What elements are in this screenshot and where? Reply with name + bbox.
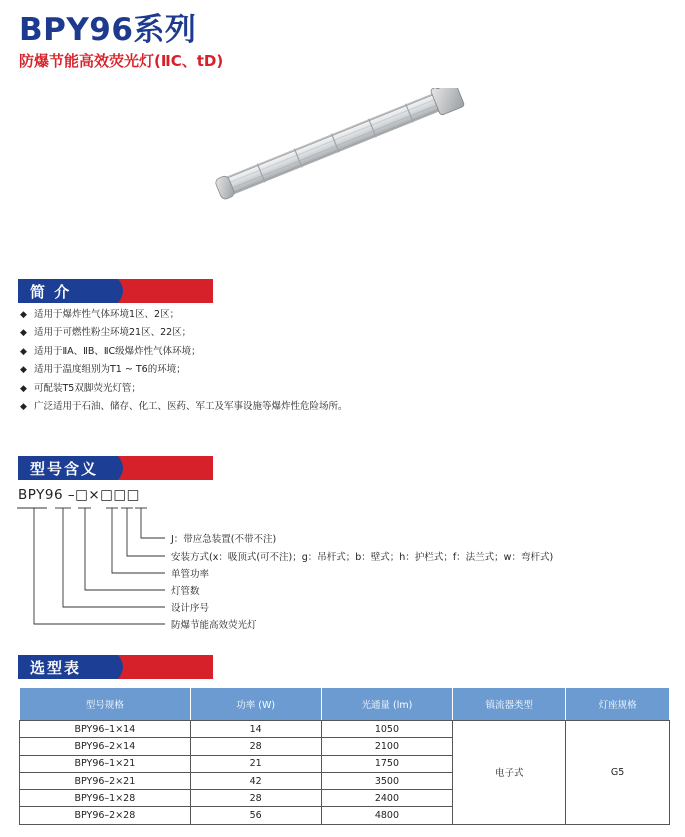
column-header: 功率 (W) [190, 688, 321, 721]
section-header-selection [18, 655, 213, 679]
legend-item-tube-count: 灯管数 [171, 586, 200, 597]
column-header: 镇流器类型 [453, 688, 566, 721]
table-cell: 4800 [321, 807, 453, 824]
diamond-bullet-icon: ◆ [20, 310, 27, 320]
diamond-bullet-icon: ◆ [20, 401, 27, 412]
list-item: ◆ 可配装T5双脚荧光灯管； [20, 380, 348, 398]
legend-item-mounting: 安装方式(x：吸顶式(可不注)；g：吊杆式；b：壁式；h：护栏式；f：法兰式；w：弯杆式) [171, 552, 554, 563]
table-cell: 28 [190, 738, 321, 755]
selection-table [19, 687, 670, 825]
table-cell: 1050 [321, 721, 453, 738]
table-cell: 56 [190, 807, 321, 824]
table-cell: BPY96–2×14 [20, 738, 191, 755]
list-item: ◆ 适用于ⅡA、ⅡB、ⅡC级爆炸性气体环境； [20, 343, 348, 361]
legend-item-product: 防爆节能高效荧光灯 [171, 620, 257, 631]
socket-cell: G5 [566, 721, 670, 825]
table-cell: 2100 [321, 738, 453, 755]
column-header: 型号规格 [20, 688, 191, 721]
model-code: BPY96 –□×□□□ [18, 487, 140, 503]
list-item: ◆ 适用于可燃性粉尘环境21区、22区； [20, 324, 348, 342]
table-cell: BPY96–1×28 [20, 790, 191, 807]
table-cell: BPY96–1×14 [20, 721, 191, 738]
page-subtitle: 防爆节能高效荧光灯(ⅡC、tD) [19, 52, 224, 70]
table-header-row [20, 688, 670, 721]
table-cell: 1750 [321, 755, 453, 772]
table-cell: BPY96–1×21 [20, 755, 191, 772]
column-header: 光通量 (lm) [321, 688, 453, 721]
table-cell: BPY96–2×28 [20, 807, 191, 824]
legend-item-design-no: 设计序号 [171, 603, 210, 614]
list-item: ◆ 适用于爆炸性气体环境1区、2区； [20, 306, 348, 324]
section-title-selection: 选型表 [30, 659, 82, 677]
section-title-model: 型号含义 [30, 460, 99, 478]
list-item: ◆ 适用于温度组别为T1 ~ T6的环境； [20, 361, 348, 379]
page-title: BPY96系列 [19, 12, 197, 48]
table-cell: 21 [190, 755, 321, 772]
column-header: 灯座规格 [566, 688, 670, 721]
table-cell: BPY96–2×21 [20, 772, 191, 789]
table-row [20, 721, 670, 738]
table-cell: 14 [190, 721, 321, 738]
legend-item-emergency: J：带应急装置(不带不注) [171, 534, 277, 545]
legend-item-power: 单管功率 [171, 569, 210, 580]
diamond-bullet-icon: ◆ [20, 383, 27, 394]
diamond-bullet-icon: ◆ [20, 346, 27, 357]
list-item: ◆ 广泛适用于石油、储存、化工、医药、军工及军事设施等爆炸性危险场所。 [20, 398, 348, 416]
section-title-intro: 简 介 [30, 283, 72, 301]
diamond-bullet-icon: ◆ [20, 365, 27, 376]
diamond-bullet-icon: ◆ [20, 328, 27, 339]
table-cell: 42 [190, 772, 321, 789]
table-cell: 2400 [321, 790, 453, 807]
table-cell: 28 [190, 790, 321, 807]
ballast-cell: 电子式 [453, 721, 566, 825]
table-cell: 3500 [321, 772, 453, 789]
